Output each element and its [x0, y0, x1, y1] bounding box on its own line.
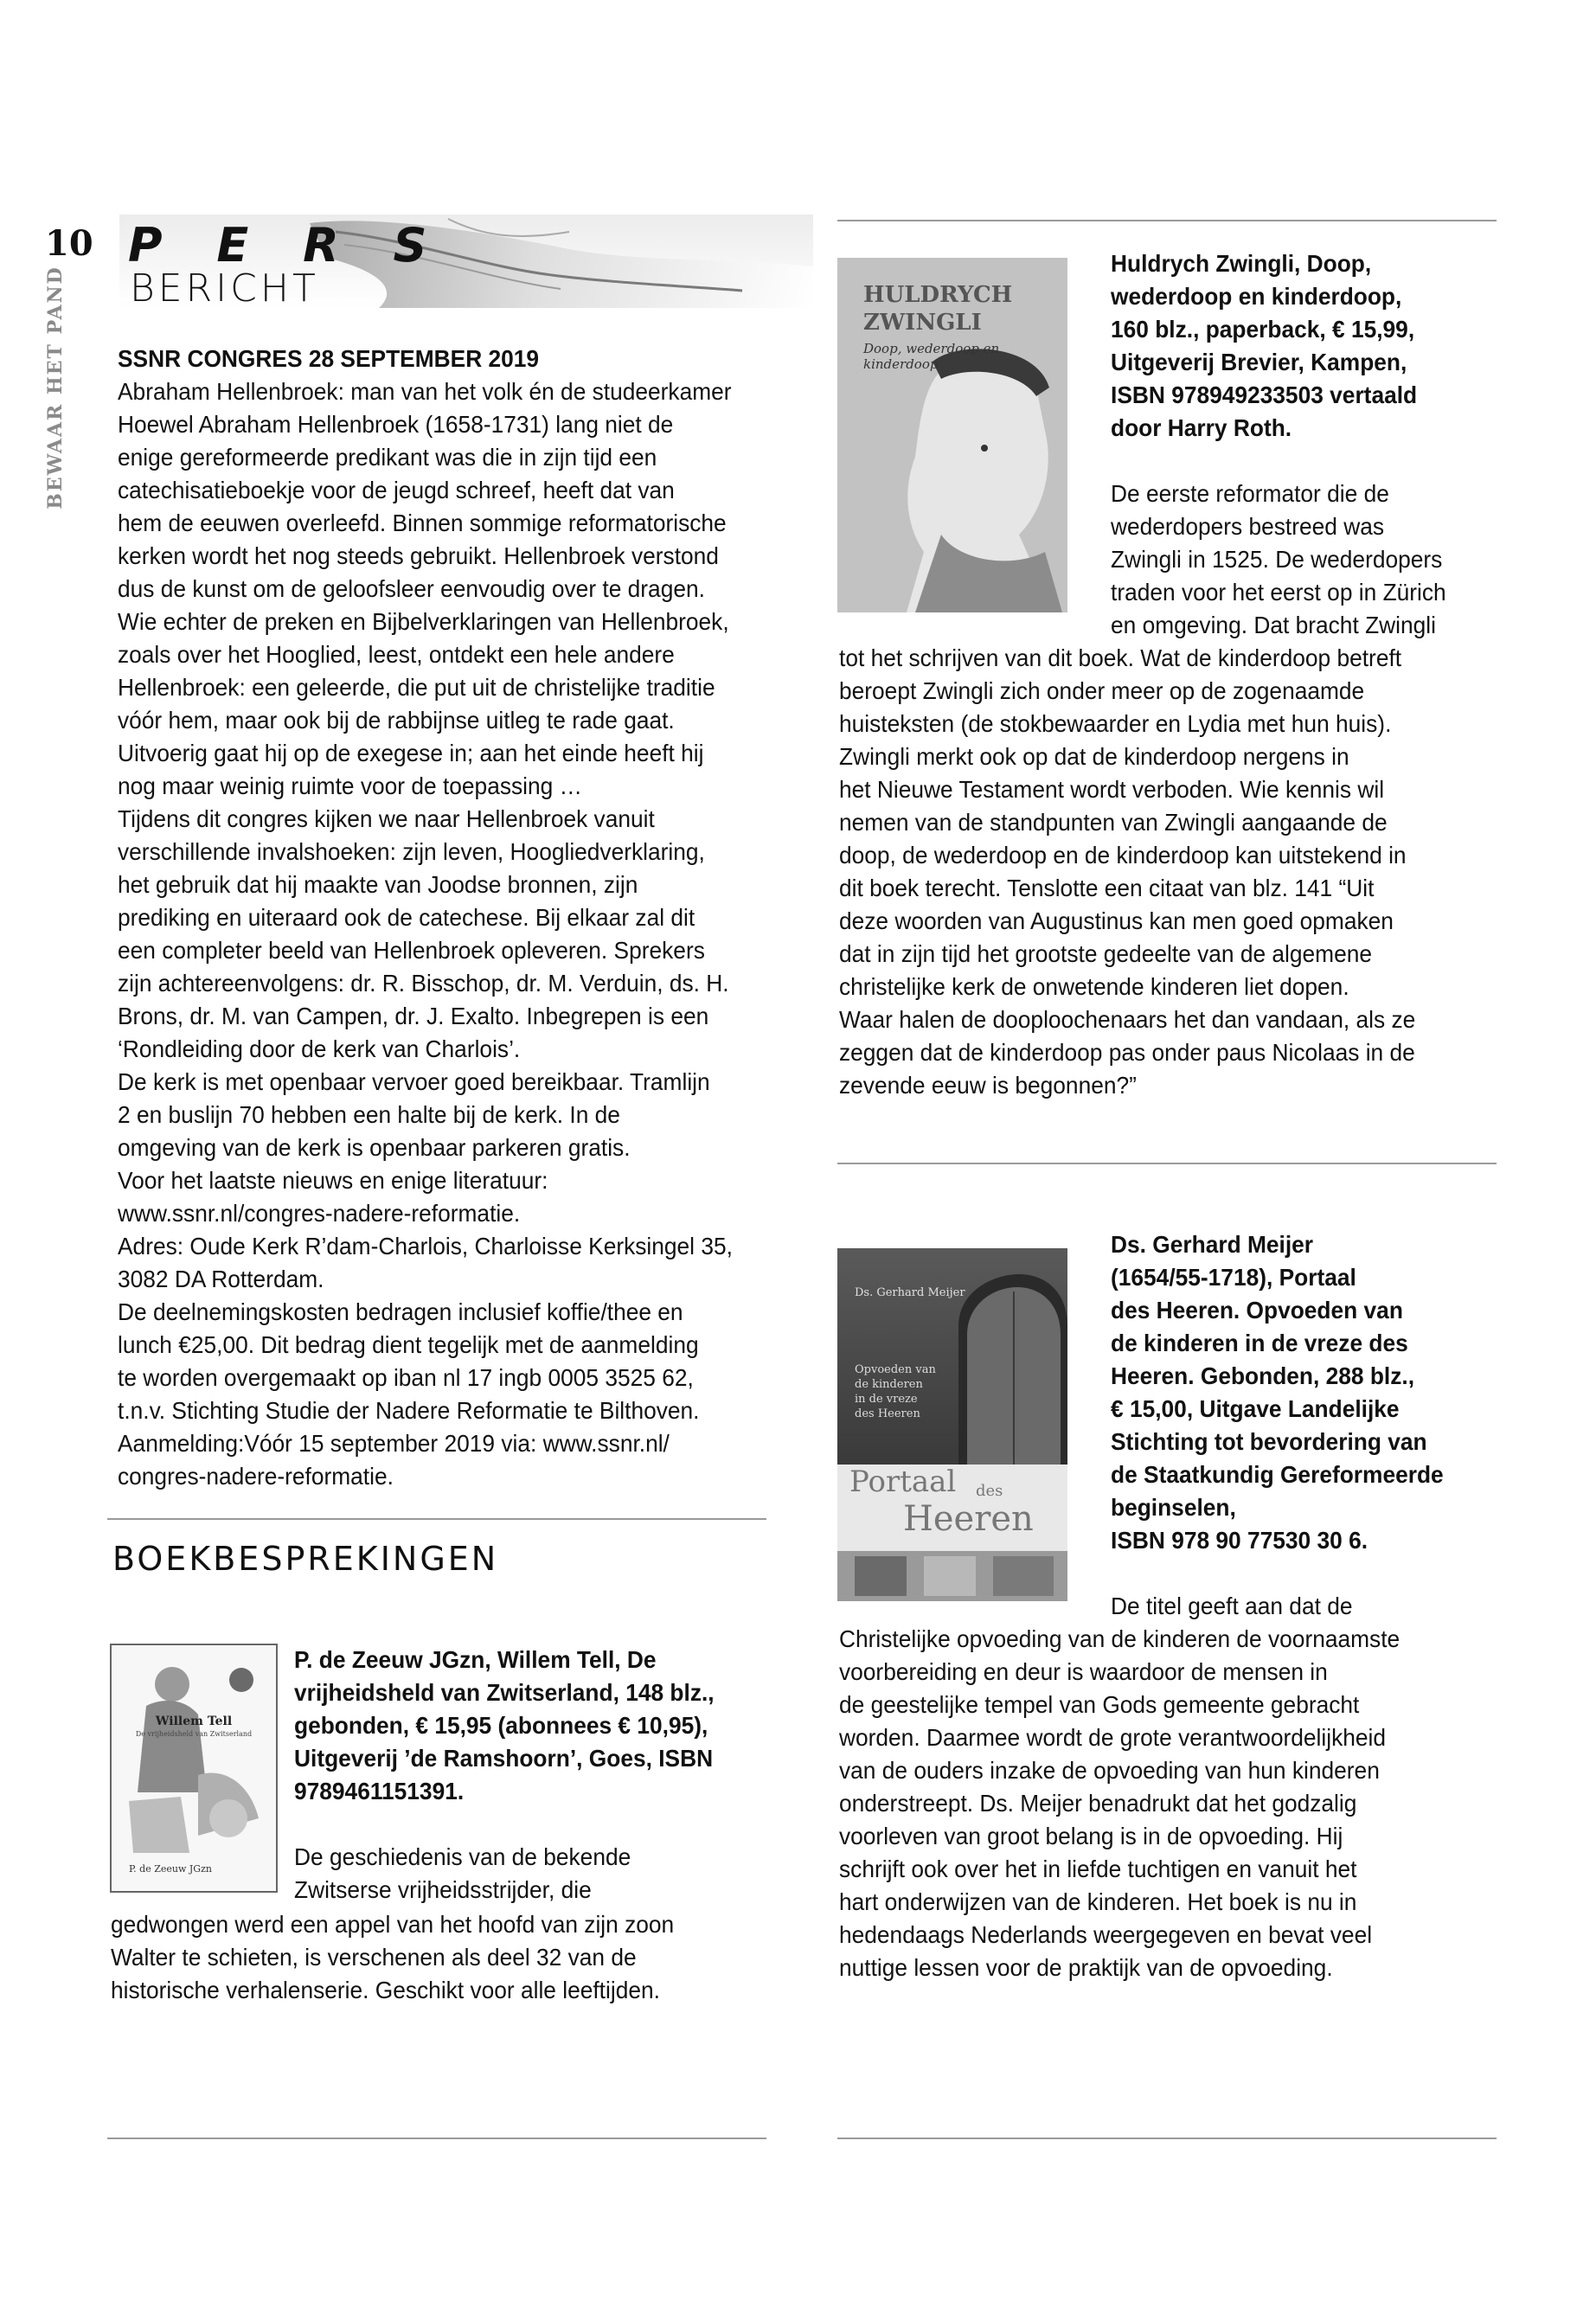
divider	[837, 1163, 1497, 1164]
press-line: Voor het laatste nieuws en enige literatuur:	[118, 1167, 548, 1194]
review-body-zwingli	[839, 642, 1490, 1102]
review-body-line: worden. Daarmee wordt de grote verantwoordelijkheid	[839, 1724, 1387, 1751]
press-line: zijn achtereenvolgens: dr. R. Bisschop, dr. M. Verduin, ds. H.	[118, 970, 729, 997]
press-line: Brons, dr. M. van Campen, dr. J. Exalto. Inbegrepen is een	[118, 1003, 709, 1029]
press-line: te worden overgemaakt op iban nl 17 ingb 0005 3525 62,	[118, 1364, 694, 1391]
review-body-line: beroept Zwingli zich onder meer op de zogenaamde	[839, 677, 1365, 704]
cover-title-2: ZWINGLI	[863, 310, 982, 336]
book-cover-portaal	[837, 1248, 1067, 1601]
review-body-line: zevende eeuw is begonnen?”	[839, 1072, 1137, 1099]
press-line: prediking en uiteraard ook de catechese. Bij elkaar zal dit	[118, 904, 695, 931]
review-header-tell	[294, 1644, 766, 1907]
press-line: zoals over het Hooglied, leest, ontdekt een hele andere	[118, 641, 675, 668]
cover-title-1: Portaal	[849, 1465, 957, 1499]
press-line: Tijdens dit congres kijken we naar Hellenbroek vanuit	[118, 805, 655, 832]
review-body-line: De geschiedenis van de bekende	[294, 1843, 631, 1870]
review-citation-line: 160 blz., paperback, € 15,99,	[1111, 316, 1415, 343]
cover-door	[837, 1248, 1067, 1601]
cover-subtitle	[855, 1362, 936, 1421]
press-line: hem de eeuwen overleefd. Binnen sommige reformatorische	[118, 510, 727, 536]
review-body-line: Christelijke opvoeding van de kinderen de voornaamste	[839, 1625, 1401, 1652]
review-citation-line: beginselen,	[1111, 1494, 1236, 1521]
review-body-line: traden voor het eerst op in Zürich	[1111, 579, 1446, 606]
press-line: dus de kunst om de geloofsleer eenvoudig over te dragen.	[118, 575, 705, 602]
press-link: congres-nadere-reformatie.	[118, 1463, 394, 1490]
divider	[837, 2138, 1497, 2139]
review-body-line: historische verhalenserie. Geschikt voor alle leeftijden.	[111, 1977, 660, 2003]
sidebar-label-text: BEWAAR HET PAND	[44, 266, 67, 510]
review-citation-line: (1654/55-1718), Portaal	[1111, 1264, 1356, 1291]
review-body-line: onderstreept. Ds. Meijer benadrukt dat het godzalig	[839, 1790, 1357, 1817]
divider	[107, 2138, 766, 2139]
press-line: een completer beeld van Hellenbroek opleveren. Sprekers	[118, 937, 705, 964]
cover-title-2: des	[976, 1482, 1003, 1500]
cover-title: Willem Tell	[155, 1715, 233, 1728]
cover-subtitle-line: in de vreze	[855, 1393, 918, 1406]
cover-subtitle-line: Opvoeden van	[855, 1363, 936, 1376]
press-release	[118, 343, 768, 1493]
review-body-line: deze woorden van Augustinus kan men goed opmaken	[839, 907, 1394, 934]
review-body-line: wederdopers bestreed was	[1111, 513, 1385, 540]
press-line: Adres: Oude Kerk R’dam-Charlois, Charloisse Kerksingel 35,	[118, 1233, 733, 1259]
review-citation-line: Heeren. Gebonden, 288 blz.,	[1111, 1362, 1415, 1389]
review-body-tell	[111, 1908, 761, 2007]
review-body-line: voorleven van groot belang is in de opvoeding. Hij	[839, 1823, 1343, 1849]
cover-subtitle-line: de kinderen	[855, 1378, 923, 1391]
review-citation-line: Uitgeverij ’de Ramshoorn’, Goes, ISBN	[294, 1745, 714, 1772]
review-citation-line: de kinderen in de vreze des	[1111, 1330, 1408, 1356]
review-body-line: en omgeving. Dat bracht Zwingli	[1111, 612, 1436, 638]
banner-subtitle: BERICHT	[130, 266, 319, 311]
press-line: ‘Rondleiding door de kerk van Charlois’.	[118, 1035, 521, 1062]
review-body-line: van de ouders inzake de opvoeding van hun kinderen	[839, 1757, 1380, 1784]
cover-title-3: Heeren	[903, 1499, 1034, 1539]
review-citation-line: € 15,00, Uitgave Landelijke	[1111, 1395, 1400, 1422]
review-body-line: voorbereiding en deur is waardoor de mensen in	[839, 1658, 1328, 1685]
cover-title-1: HULDRYCH	[863, 282, 1013, 308]
review-body-line: hedendaags Nederlands weergegeven en bevat veel	[839, 1921, 1373, 1948]
book-cover-willem-tell	[110, 1644, 278, 1893]
review-body-line: zeggen dat de kinderdoop pas onder paus Nicolaas in de	[839, 1039, 1415, 1066]
press-line: 3082 DA Rotterdam.	[118, 1266, 324, 1292]
review-body-line: schrijft ook over het in liefde tuchtigen en vanuit het	[839, 1856, 1357, 1882]
press-line: Abraham Hellenbroek: man van het volk én de studeerkamer	[118, 378, 732, 405]
review-citation-line: de Staatkundig Gereformeerde	[1111, 1461, 1444, 1488]
review-body-line: De eerste reformator die de	[1111, 480, 1389, 507]
review-body-meijer	[839, 1623, 1490, 1984]
review-body-line: Waar halen de dooploochenaars het dan vandaan, als ze	[839, 1006, 1416, 1033]
review-citation-line: ISBN 978 90 77530 30 6.	[1111, 1527, 1368, 1554]
review-citation-line: door Harry Roth.	[1111, 414, 1292, 441]
press-line: vóór hem, maar ook bij de rabbijnse uitleg te rade gaat.	[118, 707, 675, 734]
review-citation-line: Huldrych Zwingli, Doop,	[1111, 250, 1372, 277]
press-line: enige gereformeerde predikant was die in zijn tijd een	[118, 444, 657, 471]
divider	[107, 1518, 766, 1520]
press-line: omgeving van de kerk is openbaar parkeren gratis.	[118, 1134, 631, 1161]
press-line: Hellenbroek: een geleerde, die put uit de christelijke traditie	[118, 674, 715, 701]
review-header-zwingli	[1111, 247, 1493, 642]
review-body-line: Zwingli merkt ook op dat de kinderdoop nergens in	[839, 743, 1349, 770]
sidebar-label	[29, 266, 81, 510]
press-line: t.n.v. Stichting Studie der Nadere Reformatie te Bilthoven.	[118, 1397, 700, 1424]
press-line: catechisatieboekje voor de jeugd schreef, heeft dat van	[118, 477, 675, 503]
review-citation-line: 9789461151391.	[294, 1778, 465, 1804]
review-body-line: het Nieuwe Testament wordt verboden. Wie kennis wil	[839, 776, 1385, 803]
review-body-line: dat in zijn tijd het grootste gedeelte van de algemene	[839, 940, 1373, 967]
press-line: De kerk is met openbaar vervoer goed bereikbaar. Tramlijn	[118, 1068, 710, 1095]
press-line: verschillende invalshoeken: zijn leven, Hoogliedverklaring,	[118, 838, 705, 865]
review-body-line: Zwitserse vrijheidsstrijder, die	[294, 1876, 592, 1903]
review-body-line: doop, de wederdoop en de kinderdoop kan uitstekend in	[839, 842, 1407, 868]
review-body-line: tot het schrijven van dit boek. Wat de kinderdoop betreft	[839, 644, 1402, 671]
review-body-line: Walter te schieten, is verschenen als deel 32 van de	[111, 1944, 637, 1971]
review-body-line: christelijke kerk de onwetende kinderen liet dopen.	[839, 973, 1349, 1000]
review-citation-line: Ds. Gerhard Meijer	[1111, 1231, 1314, 1258]
cover-subtitle: De vrijheidsheld van Zwitserland	[135, 1730, 253, 1738]
press-line: De deelnemingskosten bedragen inclusief koffie/thee en	[118, 1298, 683, 1325]
cover-subtitle-line: des Heeren	[855, 1407, 920, 1420]
review-citation-line: P. de Zeeuw JGzn, Willem Tell, De	[294, 1646, 657, 1673]
review-citation-line: vrijheidsheld van Zwitserland, 148 blz.,	[294, 1679, 715, 1706]
press-link[interactable]: Aanmelding:Vóór 15 september 2019 via: www.ssnr.nl/	[118, 1430, 670, 1457]
press-line: Uitvoerig gaat hij op de exegese in; aan het einde heeft hij	[118, 740, 704, 766]
review-citation-line: ISBN 978949233503 vertaald	[1111, 381, 1418, 408]
review-header-meijer	[1111, 1228, 1493, 1623]
book-cover-zwingli	[837, 258, 1067, 612]
press-body	[118, 375, 768, 1493]
press-line: Wie echter de preken en Bijbelverklaringen van Hellenbroek,	[118, 608, 729, 635]
press-line: het gebruik dat hij maakte van Joodse bronnen, zijn	[118, 871, 638, 898]
press-link[interactable]: www.ssnr.nl/congres-nadere-reformatie.	[118, 1200, 521, 1227]
press-line: 2 en buslijn 70 hebben een halte bij de kerk. In de	[118, 1101, 620, 1128]
review-body-line: huisteksten (de stokbewaarder en Lydia met hun huis).	[839, 710, 1392, 737]
press-line: lunch €25,00. Dit bedrag dient tegelijk met de aanmelding	[118, 1331, 699, 1358]
review-citation-line: Uitgeverij Brevier, Kampen,	[1111, 349, 1407, 375]
cover-illustration	[112, 1645, 276, 1891]
press-line: nog maar weinig ruimte voor de toepassing …	[118, 772, 582, 799]
review-citation-line: gebonden, € 15,95 (abonnees € 10,95),	[294, 1712, 708, 1739]
cover-subtitle: Doop, wederdoop en kinderdoop	[863, 341, 1000, 372]
review-body-line: de geestelijke tempel van Gods gemeente gebracht	[839, 1691, 1360, 1718]
review-citation-line: wederdoop en kinderdoop,	[1111, 283, 1402, 310]
press-heading: SSNR CONGRES 28 SEPTEMBER 2019	[118, 345, 540, 372]
review-citation-line: des Heeren. Opvoeden van	[1111, 1297, 1403, 1324]
review-body-line: dit boek terecht. Tenslotte een citaat van blz. 141 “Uit	[839, 875, 1375, 901]
review-body-line: nuttige lessen voor de praktijk van de opvoeding.	[839, 1954, 1333, 1981]
review-citation-line: Stichting tot bevordering van	[1111, 1428, 1427, 1455]
cover-author: P. de Zeeuw JGzn	[129, 1863, 212, 1875]
page-number: 10	[45, 223, 93, 264]
press-line: kerken wordt het nog steeds gebruikt. Hellenbroek verstond	[118, 542, 719, 569]
review-body-line: hart onderwijzen van de kinderen. Het boek is nu in	[839, 1888, 1357, 1915]
divider	[837, 220, 1497, 221]
banner-title: P E R S	[128, 218, 446, 272]
review-body-line: De titel geeft aan dat de	[1111, 1593, 1353, 1619]
review-body-line: gedwongen werd een appel van het hoofd van zijn zoon	[111, 1911, 675, 1938]
review-body-line: nemen van de standpunten van Zwingli aangaande de	[839, 809, 1388, 836]
review-body-line: Zwingli in 1525. De wederdopers	[1111, 546, 1443, 573]
cover-author: Ds. Gerhard Meijer	[855, 1286, 965, 1299]
press-line: Hoewel Abraham Hellenbroek (1658-1731) lang niet de	[118, 411, 674, 438]
section-title: BOEKBESPREKINGEN	[112, 1540, 499, 1578]
